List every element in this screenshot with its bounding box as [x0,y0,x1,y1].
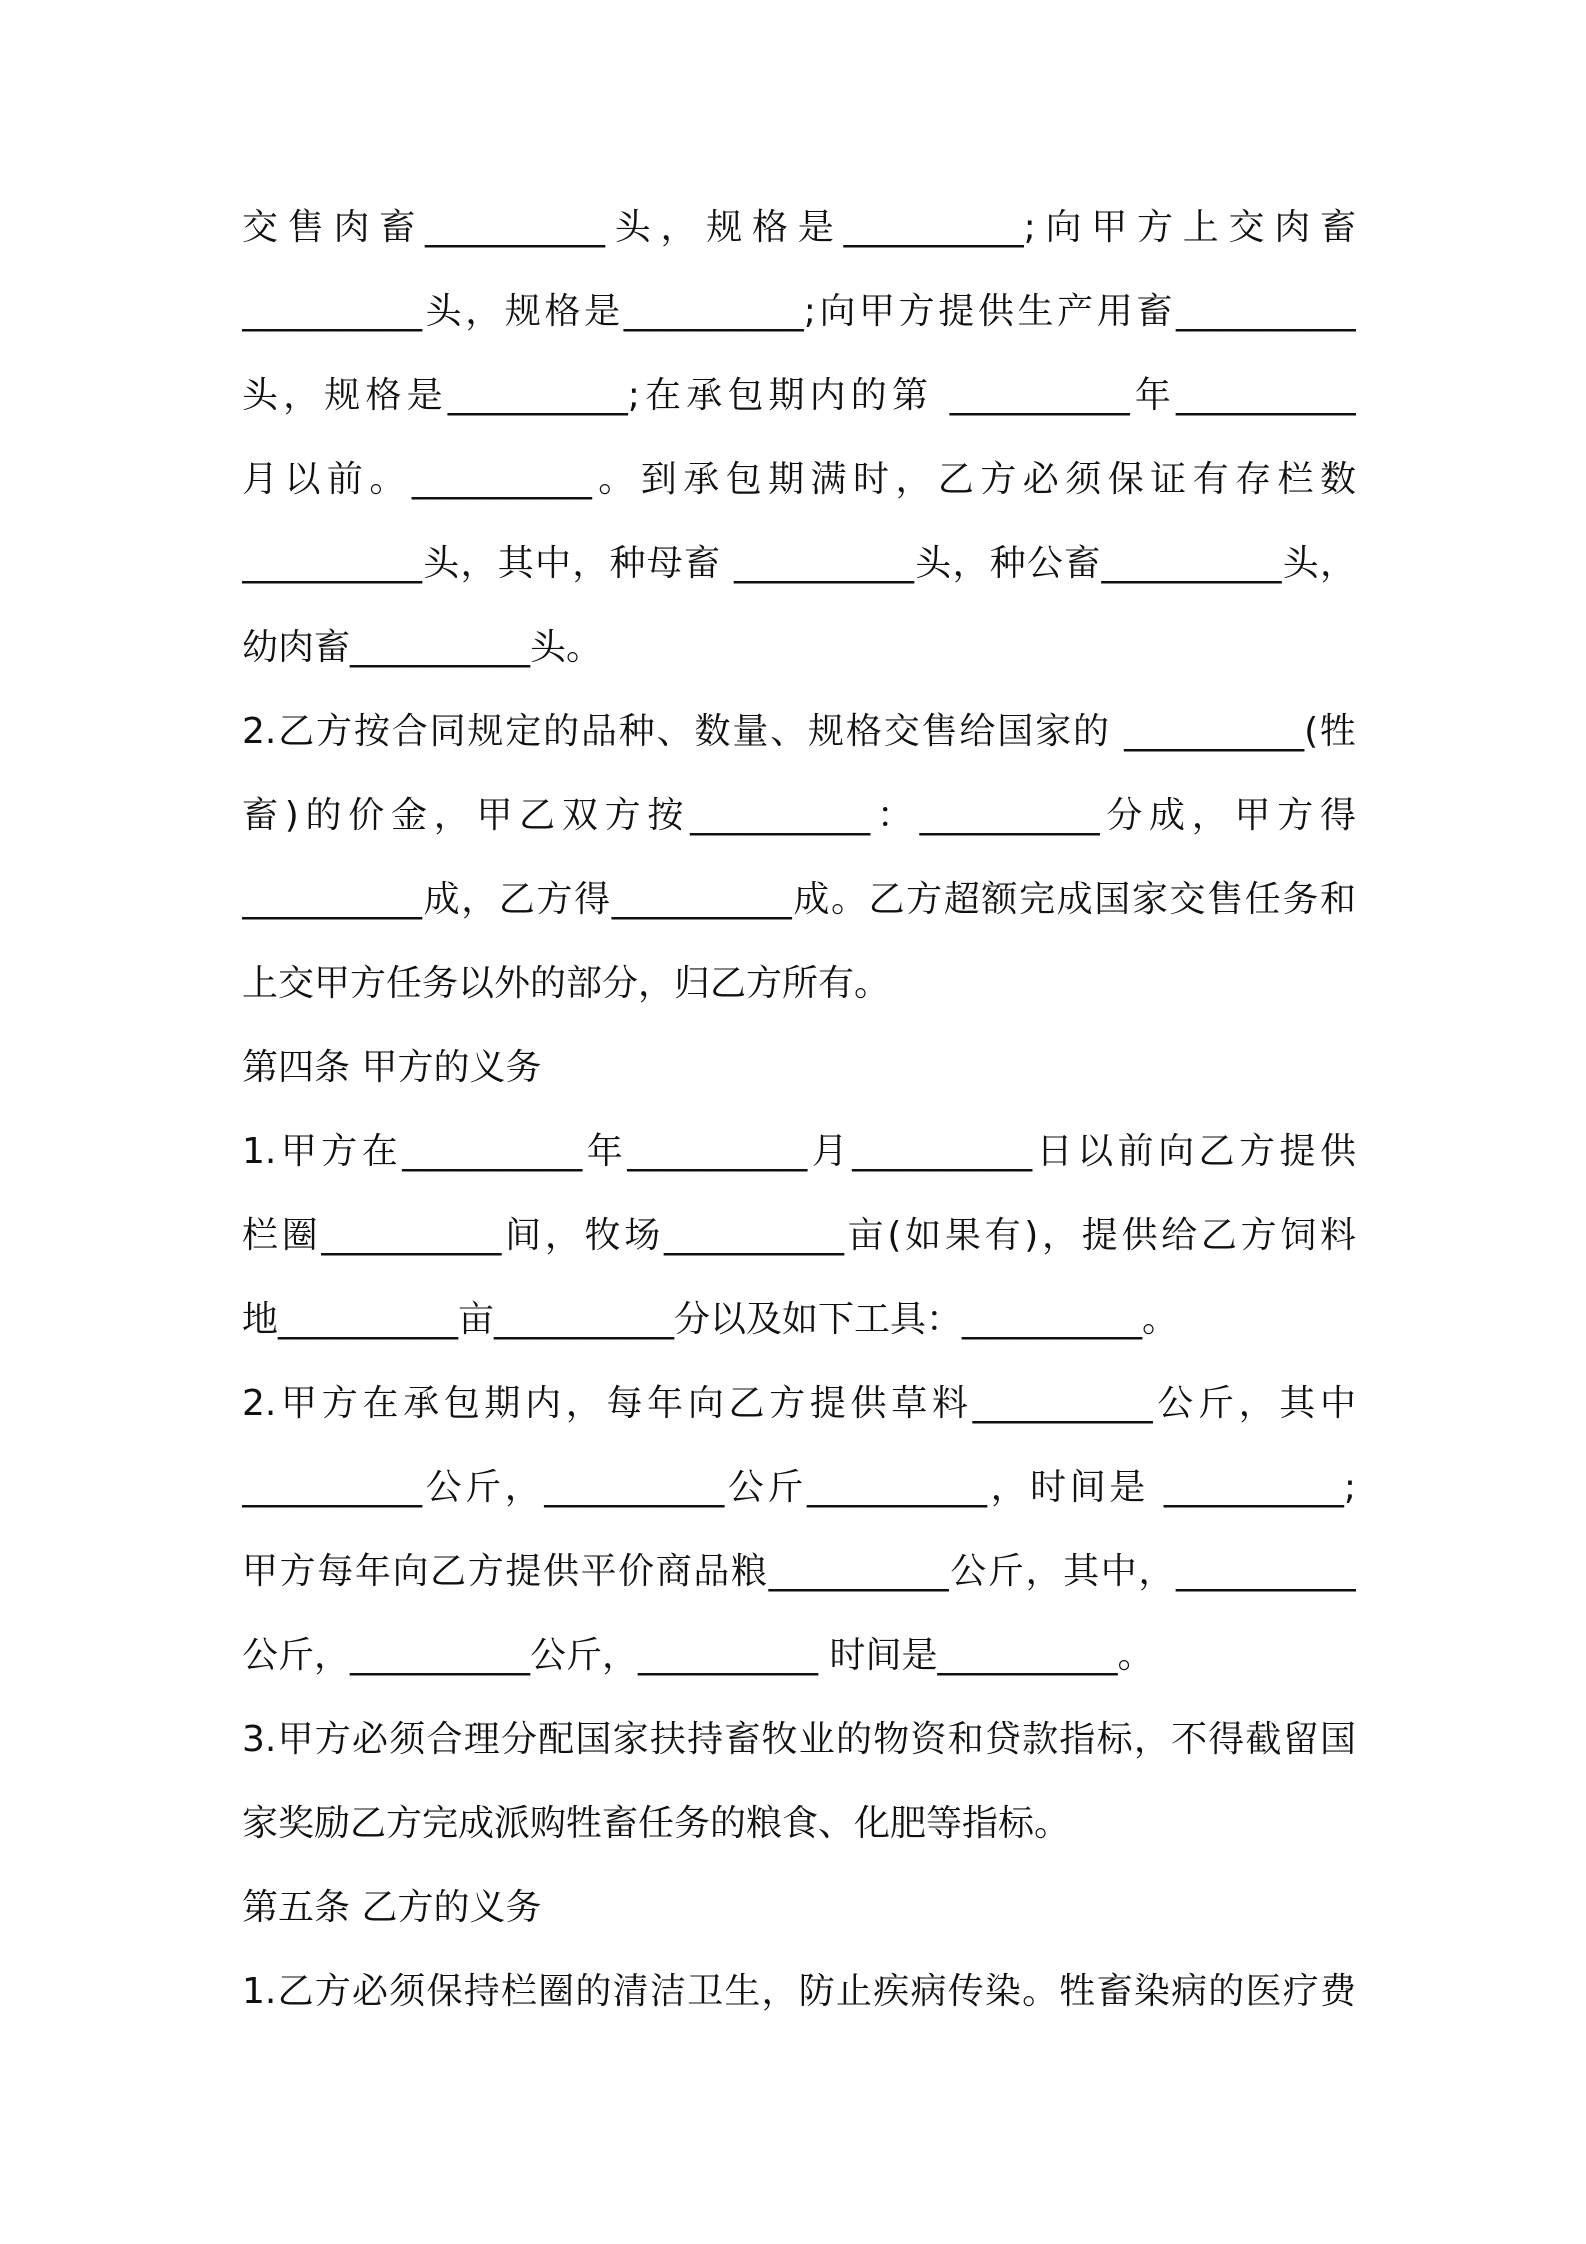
paragraph-line: 月以前。__________。到承包期满时，乙方必须保证有存栏数 [242,459,1356,500]
paragraph-line: 幼肉畜__________头。 [242,627,603,668]
paragraph-line: 2.乙方按合同规定的品种、数量、规格交售给国家的 __________(牲 [242,711,1356,752]
paragraph-line: __________头，其中，种母畜 __________头，种公畜__________头， [242,543,1356,584]
paragraph-line: 1.甲方在__________年__________月__________日以前向乙方提供 [242,1131,1356,1172]
paragraph-line: 上交甲方任务以外的部分，归乙方所有。 [242,963,891,1004]
paragraph-line: 畜)的价金，甲乙双方按__________：__________分成，甲方得 [242,795,1356,836]
paragraph-line: 头，规格是__________;在承包期内的第 __________年__________ [242,375,1356,416]
paragraph-line: __________成，乙方得__________成。乙方超额完成国家交售任务和 [242,879,1356,920]
paragraph-line: __________头，规格是__________;向甲方提供生产用畜__________ [242,291,1356,332]
paragraph-line: 1.乙方必须保持栏圈的清洁卫生，防止疾病传染。牲畜染病的医疗费 [242,1971,1356,2012]
paragraph-line: 3.甲方必须合理分配国家扶持畜牧业的物资和贷款指标，不得截留国 [242,1719,1356,1760]
section-heading: 第四条 甲方的义务 [242,1047,542,1088]
paragraph-line: 2.甲方在承包期内，每年向乙方提供草料__________公斤，其中 [242,1383,1356,1424]
paragraph-line: 公斤，__________公斤，__________ 时间是__________。 [242,1635,1154,1676]
paragraph-line: 交售肉畜__________头，规格是__________;向甲方上交肉畜 [242,207,1356,248]
section-heading: 第五条 乙方的义务 [242,1887,542,1928]
paragraph-line: 地__________亩__________分以及如下工具：__________。 [242,1299,1179,1340]
paragraph-line: 栏圈__________间，牧场__________亩(如果有)，提供给乙方饲料 [242,1215,1356,1256]
paragraph-line: 甲方每年向乙方提供平价商品粮__________公斤，其中，__________ [242,1551,1356,1592]
paragraph-line: __________公斤，__________公斤__________，时间是 __________; [242,1467,1356,1508]
paragraph-line: 家奖励乙方完成派购牲畜任务的粮食、化肥等指标。 [242,1803,1071,1844]
